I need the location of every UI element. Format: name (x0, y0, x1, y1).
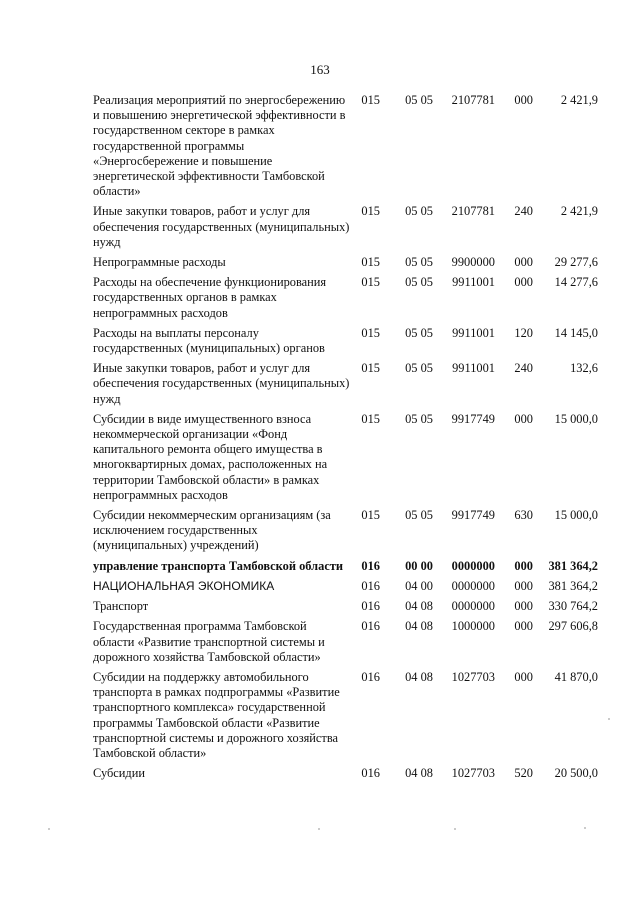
row-sum: 2 421,9 (560, 93, 598, 107)
budget-table (93, 93, 598, 781)
row-ministry-code: 015 (361, 255, 380, 270)
row-name: НАЦИОНАЛЬНАЯ ЭКОНОМИКА (93, 578, 275, 593)
row-section-code: 05 05 (405, 275, 433, 290)
row-sum: 41 870,0 (554, 669, 598, 684)
row-section-code: 05 05 (405, 361, 433, 376)
row-expense-type: 000 (514, 669, 533, 684)
row-ministry-code: 015 (361, 508, 380, 523)
row-ministry-code: 016 (361, 619, 380, 634)
row-name: Иные закупки товаров, работ и услуг для обеспечения государственных (муниципальных) нужд (93, 361, 350, 406)
row-expense-type: 630 (514, 508, 533, 523)
row-section-code: 05 05 (405, 93, 433, 107)
row-ministry-code: 015 (361, 411, 380, 426)
row-sum: 381 364,2 (548, 578, 598, 593)
table-row (93, 508, 598, 554)
row-name: Расходы на выплаты персоналу государственных (муниципальных) органов (93, 325, 325, 356)
row-expense-type: 240 (514, 361, 533, 376)
row-article-code: 9911001 (452, 275, 495, 290)
row-name: Реализация мероприятий по энергосбережению и повышению энергетической эффективности в государственном секторе в рамках государственной программы «Энергосбережение и повышение энергетической эффективности Тамбовской области» (93, 93, 346, 199)
row-section-code: 05 05 (405, 255, 433, 270)
row-section-code: 05 05 (405, 204, 433, 219)
table-row (93, 326, 598, 356)
row-article-code: 9917749 (451, 411, 495, 426)
row-name: Транспорт (93, 599, 149, 614)
row-sum: 381 364,2 (548, 558, 598, 573)
scan-speck (608, 718, 610, 720)
row-name: управление транспорта Тамбовской области (93, 558, 344, 573)
page-number: 163 (310, 62, 330, 77)
table-row (93, 204, 598, 250)
row-sum: 330 764,2 (548, 599, 598, 614)
scan-speck (454, 828, 456, 830)
row-article-code: 1000000 (451, 619, 495, 634)
table-row (93, 361, 598, 407)
row-section-code: 04 00 (405, 578, 433, 593)
row-expense-type: 240 (514, 204, 533, 219)
row-name: Субсидии (93, 766, 145, 781)
row-name: Государственная программа Тамбовской области «Развитие транспортной системы и дорожного хозяйства Тамбовской области» (93, 619, 325, 664)
table-row (93, 275, 598, 321)
table-row (93, 670, 598, 761)
row-name: Субсидии на поддержку автомобильного транспорта в рамках подпрограммы «Развитие транспортного комплекса» государственной программы Тамбовской области «Развитие транспортной системы и дорожного хозяйства Тамбовской области» (93, 669, 340, 760)
row-section-code: 05 05 (405, 411, 433, 426)
row-expense-type: 000 (514, 255, 533, 270)
row-expense-type: 000 (514, 578, 533, 593)
table-row (93, 619, 598, 665)
row-article-code: 0000000 (451, 558, 495, 573)
row-section-code: 05 05 (405, 325, 433, 340)
row-sum: 14 145,0 (554, 325, 598, 340)
row-sum: 20 500,0 (554, 766, 598, 781)
table-row (93, 599, 598, 614)
row-sum: 29 277,6 (554, 255, 598, 270)
row-sum: 14 277,6 (554, 275, 598, 290)
row-sum: 2 421,9 (560, 204, 598, 219)
row-ministry-code: 016 (361, 599, 380, 614)
row-ministry-code: 016 (361, 558, 380, 573)
row-expense-type: 000 (514, 93, 533, 107)
row-article-code: 0000000 (451, 599, 495, 614)
row-expense-type: 000 (514, 411, 533, 426)
row-ministry-code: 015 (361, 275, 380, 290)
row-article-code: 9900000 (451, 255, 495, 270)
row-section-code: 04 08 (405, 669, 433, 684)
row-ministry-code: 016 (361, 766, 380, 781)
row-section-code: 05 05 (405, 508, 433, 523)
row-expense-type: 000 (514, 619, 533, 634)
row-ministry-code: 015 (361, 93, 380, 107)
table-row (93, 93, 598, 199)
row-name: Субсидии в виде имущественного взноса некоммерческой организации «Фонд капитального ремонта общего имущества в многоквартирных домах, расположенных на территории Тамбовской области» в рамках непрограммных расходов (93, 411, 328, 502)
department-row (93, 559, 598, 574)
section-row (93, 579, 598, 594)
scan-speck (318, 828, 320, 830)
row-expense-type: 120 (514, 325, 533, 340)
row-name: Субсидии некоммерческим организациям (за исключением государственных (муниципальных) учреждений) (93, 508, 331, 553)
row-expense-type: 000 (514, 275, 533, 290)
row-article-code: 2107781 (451, 204, 495, 219)
table-row (93, 412, 598, 503)
row-expense-type: 520 (514, 766, 533, 781)
row-expense-type: 000 (514, 558, 533, 573)
row-article-code: 1027703 (451, 766, 495, 781)
row-article-code: 0000000 (451, 578, 495, 593)
row-ministry-code: 015 (361, 204, 380, 219)
scan-speck (584, 827, 586, 829)
row-expense-type: 000 (514, 599, 533, 614)
row-ministry-code: 016 (361, 578, 380, 593)
row-sum: 15 000,0 (554, 508, 598, 523)
row-sum: 132,6 (570, 361, 598, 376)
table-row (93, 766, 598, 781)
row-name: Расходы на обеспечение функционирования государственных органов в рамках непрограммных расходов (93, 275, 327, 320)
row-section-code: 04 08 (405, 619, 433, 634)
row-sum: 297 606,8 (548, 619, 598, 634)
row-name: Непрограммные расходы (93, 255, 226, 270)
table-row (93, 255, 598, 270)
row-name: Иные закупки товаров, работ и услуг для обеспечения государственных (муниципальных) нужд (93, 204, 350, 249)
row-section-code: 04 08 (405, 599, 433, 614)
row-article-code: 9917749 (451, 508, 495, 523)
row-article-code: 9911001 (452, 361, 495, 376)
row-ministry-code: 015 (361, 361, 380, 376)
row-ministry-code: 016 (361, 669, 380, 684)
row-article-code: 9911001 (452, 325, 495, 340)
row-section-code: 04 08 (405, 766, 433, 781)
row-ministry-code: 015 (361, 325, 380, 340)
row-sum: 15 000,0 (554, 411, 598, 426)
row-article-code: 2107781 (451, 93, 495, 107)
row-section-code: 00 00 (405, 558, 433, 573)
scan-speck (48, 828, 50, 830)
row-article-code: 1027703 (451, 669, 495, 684)
